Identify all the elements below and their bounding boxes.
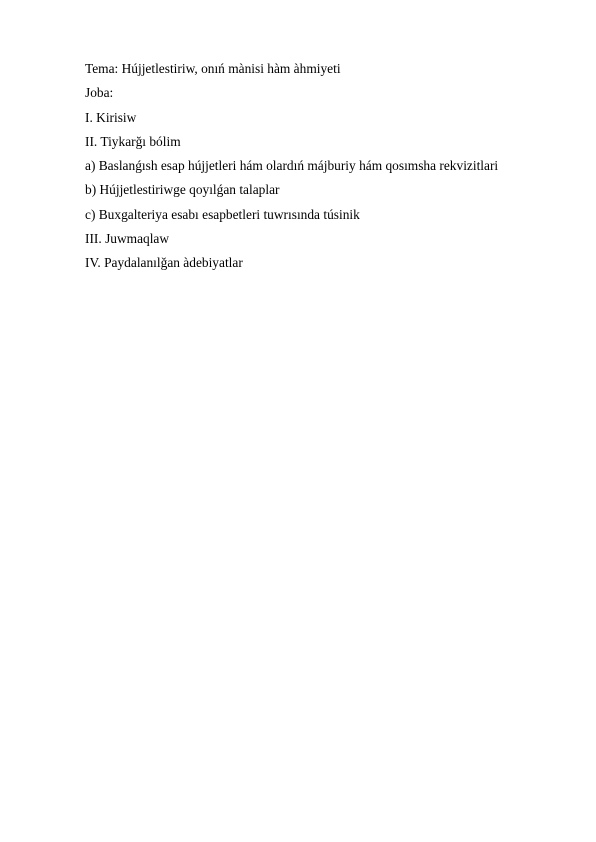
- document-body: [85, 57, 565, 276]
- topic-title: Tema: Hújjetlestiriw, onıń mànisi hàm àhmiyeti: [85, 61, 341, 76]
- plan-subitem-b: b) Hújjetlestiriwge qoyılǵan talaplar: [85, 182, 280, 198]
- plan-subitem-a: a) Baslanǵısh esap hújjetleri hám olardıń májburiy hám qosımsha rekvizitlari: [85, 158, 499, 174]
- plan-item-conclusion: III. Juwmaqlaw: [85, 231, 170, 247]
- plan-item-main-part: II. Tiykarğı bólim: [85, 133, 181, 149]
- plan-heading: Joba:: [85, 85, 114, 101]
- plan-item-introduction: I. Kirisiw: [85, 109, 137, 125]
- plan-subitem-c: c) Buxgalteriya esabı esapbetleri tuwrısında túsinik: [85, 206, 360, 222]
- plan-item-references: IV. Paydalanılǧan àdebiyatlar: [85, 255, 243, 271]
